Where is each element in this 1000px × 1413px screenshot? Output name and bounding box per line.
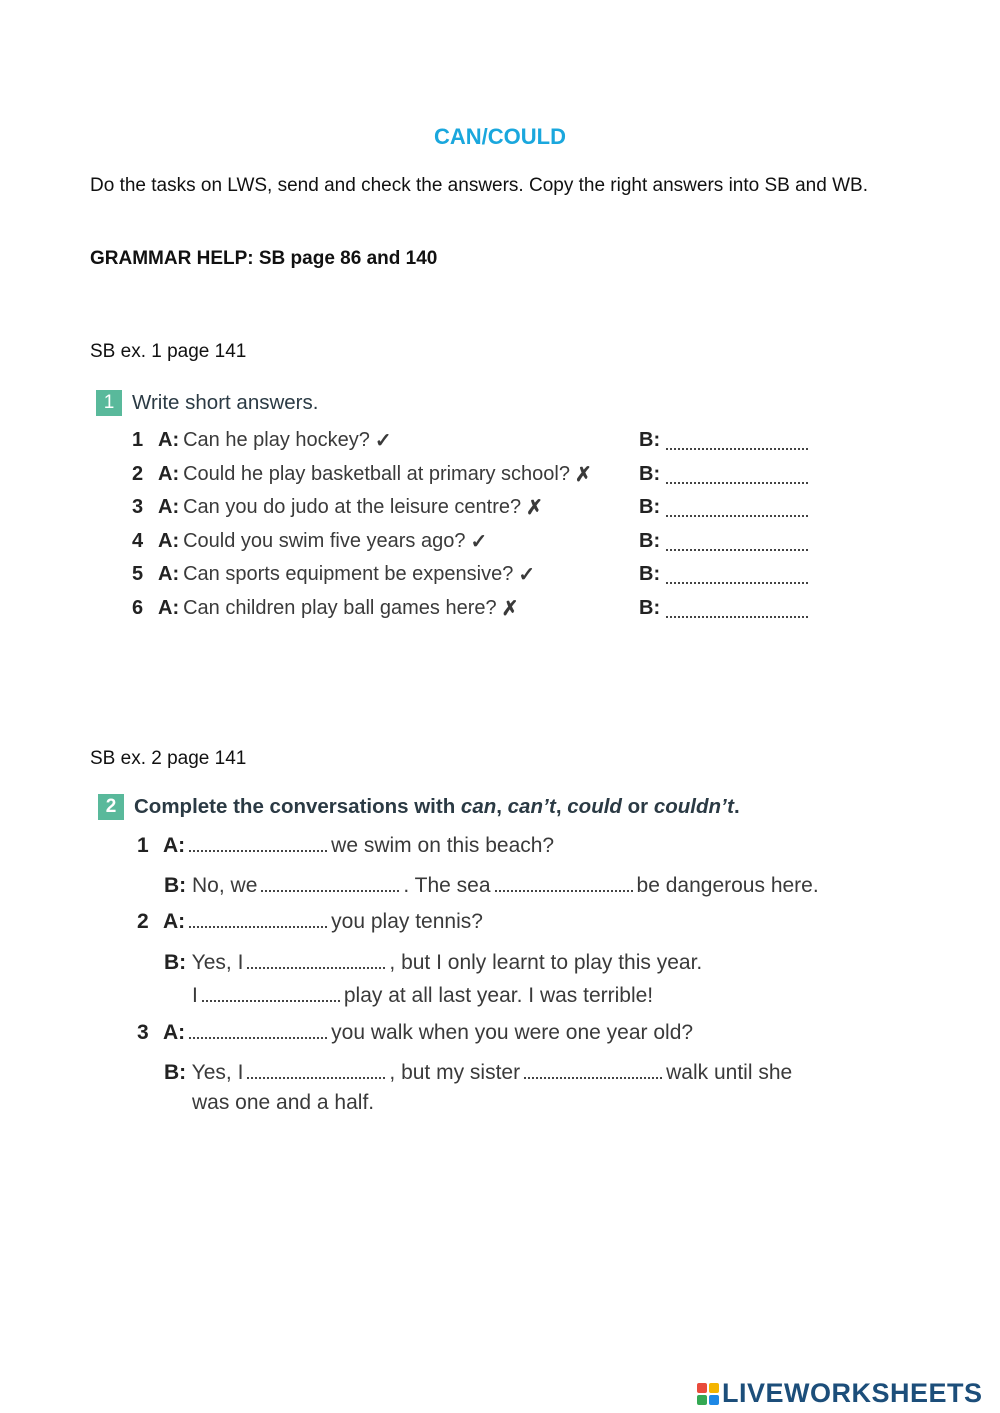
exercise1-item <box>132 457 822 491</box>
logo-icon <box>697 1383 719 1405</box>
item-number: 3 <box>132 495 144 518</box>
heading-word: couldn’t <box>653 795 734 818</box>
exercise2-heading <box>98 794 740 820</box>
speaker-a-label: A: <box>163 910 186 933</box>
speaker-a-label: A: <box>163 834 186 857</box>
exercise1-item <box>132 490 822 524</box>
item-number: 4 <box>132 529 144 552</box>
logo-square <box>709 1383 719 1393</box>
answer-blank[interactable] <box>666 549 808 551</box>
cross-mark-icon: ✗ <box>526 496 543 519</box>
exercise1-reference: SB ex. 1 page 141 <box>90 341 247 362</box>
item-number: 2 <box>132 462 144 485</box>
heading-text: Complete the conversations with <box>134 795 461 818</box>
line-text: we swim on this beach? <box>331 834 555 857</box>
question-text: Could you swim five years ago? <box>183 529 466 552</box>
speaker-b-label: B: <box>164 874 187 897</box>
speaker-a-label: A: <box>158 529 180 552</box>
line-text: I <box>192 984 198 1007</box>
heading-word: could <box>567 795 622 818</box>
heading-end: . <box>733 795 740 818</box>
speaker-a-label: A: <box>163 1021 186 1044</box>
answer-blank[interactable] <box>189 849 327 852</box>
conversation2-b-line-continued <box>192 984 653 1008</box>
answer-blank[interactable] <box>666 448 808 450</box>
line-text: Yes, I <box>191 951 244 974</box>
speaker-a-label: A: <box>158 596 180 619</box>
logo-square <box>697 1395 707 1405</box>
question-text: Can you do judo at the leisure centre? <box>183 495 522 518</box>
question-text: Can sports equipment be expensive? <box>183 562 514 585</box>
answer-blank[interactable] <box>189 1036 327 1039</box>
instructions: Do the tasks on LWS, send and check the answers. Copy the right answers into SB and WB. <box>90 175 868 196</box>
exercise1-instruction: Write short answers. <box>132 391 319 414</box>
speaker-b-label: B: <box>164 1061 187 1084</box>
conversation2-b-line <box>164 951 702 975</box>
question-text: Could he play basketball at primary school? <box>183 462 570 485</box>
check-mark-icon: ✓ <box>518 563 536 586</box>
line-text: be dangerous here. <box>636 874 819 897</box>
heading-word: can <box>460 795 497 818</box>
grammar-help: GRAMMAR HELP: SB page 86 and 140 <box>90 248 438 269</box>
line-text: , but my sister <box>389 1061 521 1084</box>
exercise1-item <box>132 423 822 457</box>
logo-text: LIVEWORKSHEETS <box>722 1378 983 1408</box>
exercise1-number: 1 <box>96 390 122 416</box>
exercise1-item <box>132 591 822 625</box>
cross-mark-icon: ✗ <box>501 597 519 620</box>
answer-blank[interactable] <box>247 1076 385 1079</box>
answer-blank[interactable] <box>189 925 327 928</box>
check-mark-icon: ✓ <box>374 429 392 452</box>
speaker-b-label: B: <box>639 428 661 451</box>
conversation3-b-line <box>164 1061 792 1085</box>
line-text: was one and a half. <box>192 1091 375 1114</box>
exercise1-heading <box>96 390 318 416</box>
answer-blank[interactable] <box>666 482 808 484</box>
line-text: No, we <box>192 874 258 897</box>
answer-blank[interactable] <box>202 999 340 1002</box>
exercise1-item <box>132 524 822 558</box>
speaker-a-label: A: <box>158 495 180 518</box>
speaker-b-label: B: <box>164 951 187 974</box>
line-text: you walk when you were one year old? <box>331 1021 694 1044</box>
conversation3-b-line-continued <box>192 1091 374 1115</box>
line-text: . The sea <box>403 874 491 897</box>
line-text: you play tennis? <box>331 910 483 933</box>
line-text: walk until she <box>666 1061 793 1084</box>
question-text: Can he play hockey? <box>183 428 370 451</box>
speaker-b-label: B: <box>639 462 661 485</box>
answer-blank[interactable] <box>247 966 385 969</box>
speaker-b-label: B: <box>639 562 661 585</box>
conversation3-a-line <box>137 1021 693 1045</box>
exercise1-item <box>132 557 822 591</box>
check-mark-icon: ✓ <box>470 530 488 553</box>
conversation-number: 3 <box>137 1021 149 1044</box>
heading-word: can’t <box>507 795 556 818</box>
conversation-number: 2 <box>137 910 149 933</box>
page-title: CAN/COULD <box>434 124 566 149</box>
line-text: play at all last year. I was terrible! <box>343 984 654 1007</box>
item-number: 5 <box>132 562 144 585</box>
speaker-b-label: B: <box>639 495 661 518</box>
answer-blank[interactable] <box>666 515 808 517</box>
answer-blank[interactable] <box>666 616 808 618</box>
cross-mark-icon: ✗ <box>574 463 592 486</box>
heading-separator: or <box>621 795 654 818</box>
logo-square <box>697 1383 707 1393</box>
conversation-number: 1 <box>137 834 149 857</box>
speaker-b-label: B: <box>639 529 661 552</box>
question-text: Can children play ball games here? <box>183 596 497 619</box>
speaker-b-label: B: <box>639 596 661 619</box>
logo-square <box>709 1395 719 1405</box>
answer-blank[interactable] <box>524 1076 662 1079</box>
answer-blank[interactable] <box>666 582 808 584</box>
line-text: , but I only learnt to play this year. <box>389 951 703 974</box>
item-number: 1 <box>132 428 144 451</box>
exercise2-reference: SB ex. 2 page 141 <box>90 748 247 769</box>
exercise2-instruction <box>134 795 740 819</box>
heading-separator: , <box>496 795 508 818</box>
conversation1-b-line <box>164 874 819 898</box>
conversation2-a-line <box>137 910 483 934</box>
line-text: Yes, I <box>191 1061 244 1084</box>
liveworksheets-logo <box>697 1378 983 1409</box>
item-number: 6 <box>132 596 144 619</box>
speaker-a-label: A: <box>158 562 180 585</box>
speaker-a-label: A: <box>158 428 180 451</box>
exercise2-number: 2 <box>98 794 124 820</box>
speaker-a-label: A: <box>158 462 180 485</box>
answer-blank[interactable] <box>495 889 633 892</box>
heading-separator: , <box>555 795 568 818</box>
answer-blank[interactable] <box>261 889 399 892</box>
conversation1-a-line <box>137 834 554 858</box>
